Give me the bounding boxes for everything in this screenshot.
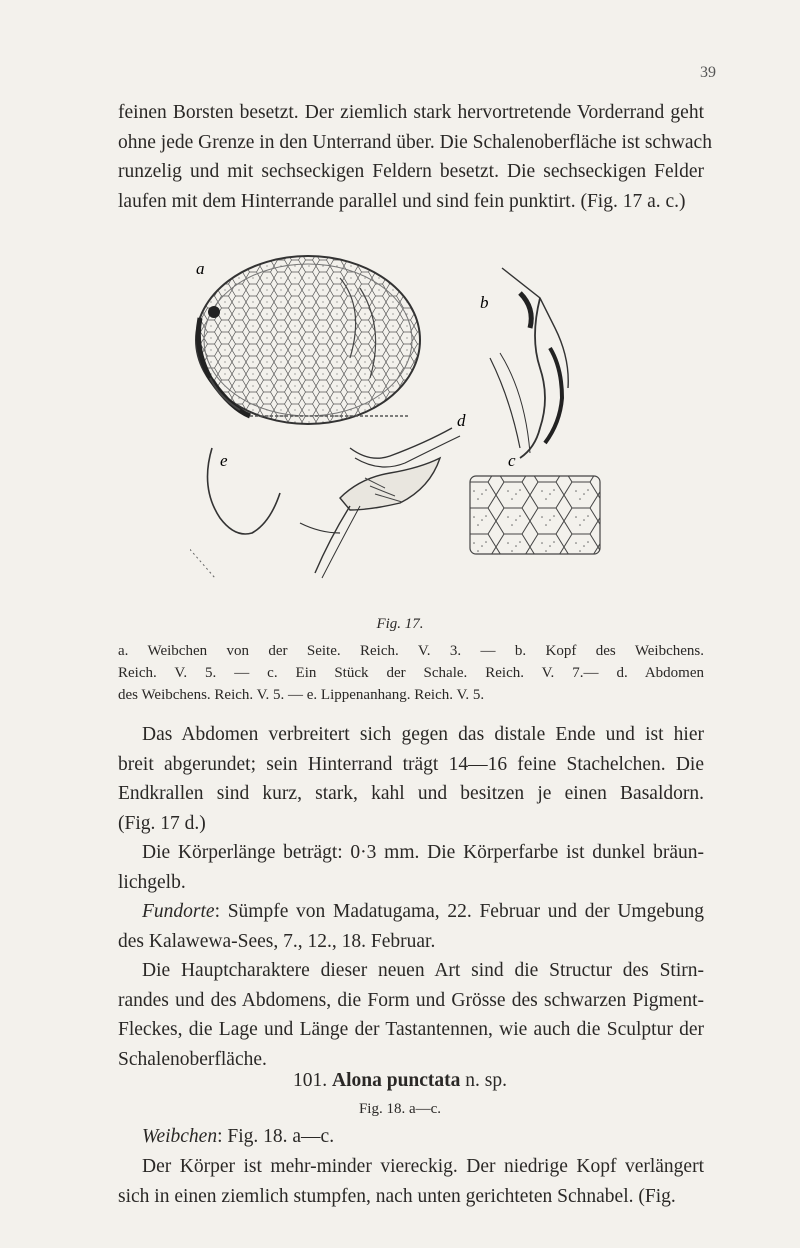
- characters-paragraph: [118, 956, 704, 1074]
- length-paragraph: [118, 838, 704, 897]
- text-line: ohne jede Grenze in den Unterrand über. Die Schalenoberfläche ist schwach: [118, 131, 712, 153]
- species-name: Alona punctata: [332, 1070, 461, 1091]
- species-figure-ref: Fig. 18. a—c.: [358, 1101, 442, 1117]
- caption-line: Reich. V. 5. — c. Ein Stück der Schale. Reich. V. 7.— d. Abdomen: [118, 665, 704, 681]
- text-line: Der Körper ist mehr-minder viereckig. Der niedrige Kopf verlängert: [142, 1156, 704, 1177]
- abdomen-paragraph: [118, 720, 704, 838]
- text-line: feinen Borsten besetzt. Der ziemlich stark hervortretende Vorderrand geht: [118, 102, 704, 123]
- text-line: Das Abdomen verbreitert sich gegen das distale Ende und ist hier: [142, 724, 704, 745]
- figure-caption: [118, 640, 704, 706]
- text-line: laufen mit dem Hinterrande parallel und sind fein punktirt. (Fig. 17 a. c.): [118, 190, 686, 212]
- text-line: [118, 897, 704, 927]
- species-suffix: n. sp.: [465, 1070, 507, 1091]
- text-line: randes und des Abdomens, die Form und Grösse des schwarzen Pigment-: [118, 989, 704, 1011]
- text-line: breit abgerundet; sein Hinterrand trägt 14—16 feine Stachelchen. Die: [118, 753, 704, 775]
- figure-c-shell-piece: [470, 451, 600, 554]
- label-c: c: [508, 451, 516, 470]
- figure-d-abdomen: [300, 411, 466, 578]
- fundorte-text: : Sümpfe von Madatugama, 22. Februar und der Umgebung: [214, 901, 704, 922]
- label-b: b: [480, 293, 489, 312]
- last-paragraph: [118, 1152, 704, 1211]
- weibchen-line: [118, 1122, 704, 1152]
- top-paragraph: [118, 98, 712, 216]
- page-number: 39: [700, 64, 716, 81]
- text-line: Schalenoberfläche.: [118, 1048, 267, 1070]
- figure-a-female-side: [196, 256, 420, 424]
- label-e: e: [220, 451, 228, 470]
- text-line: sich in einen ziemlich stumpfen, nach unten gerichteten Schnabel. (Fig.: [118, 1185, 676, 1207]
- caption-line: des Weibchens. Reich. V. 5. — e. Lippenanhang. Reich. V. 5.: [118, 687, 485, 703]
- text-line: lichgelb.: [118, 871, 186, 893]
- figure-title: Fig. 17.: [376, 616, 424, 632]
- text-line: [118, 1122, 704, 1152]
- caption-line: a. Weibchen von der Seite. Reich. V. 3. — b. Kopf des Weibchens.: [118, 643, 704, 659]
- figure-b-female-head: [480, 268, 568, 458]
- figure-17-illustration: [190, 248, 610, 588]
- text-line: des Kalawewa-Sees, 7., 12., 18. Februar.: [118, 930, 436, 952]
- species-number: 101.: [293, 1070, 328, 1091]
- text-line: Die Hauptcharaktere dieser neuen Art sind die Structur des Stirn-: [142, 960, 704, 981]
- label-a: a: [196, 259, 205, 278]
- text-line: Fleckes, die Lage und Länge der Tastantennen, wie auch die Sculptur der: [118, 1019, 704, 1040]
- text-line: (Fig. 17 d.): [118, 812, 206, 834]
- species-heading: [0, 1070, 800, 1092]
- weibchen-label: Weibchen: [142, 1126, 218, 1147]
- text-line: runzelig und mit sechseckigen Feldern besetzt. Die sechseckigen Felder: [118, 161, 704, 182]
- text-line: Die Körperlänge beträgt: 0·3 mm. Die Körperfarbe ist dunkel bräun-: [142, 842, 704, 863]
- label-d: d: [457, 411, 466, 430]
- figure-e-lip-appendage: [190, 448, 280, 578]
- fundorte-label: Fundorte: [142, 901, 215, 922]
- fundorte-paragraph: [118, 897, 704, 956]
- text-line: Endkrallen sind kurz, stark, kahl und besitzen je einen Basaldorn.: [118, 783, 704, 804]
- weibchen-text: : Fig. 18. a—c.: [217, 1126, 335, 1147]
